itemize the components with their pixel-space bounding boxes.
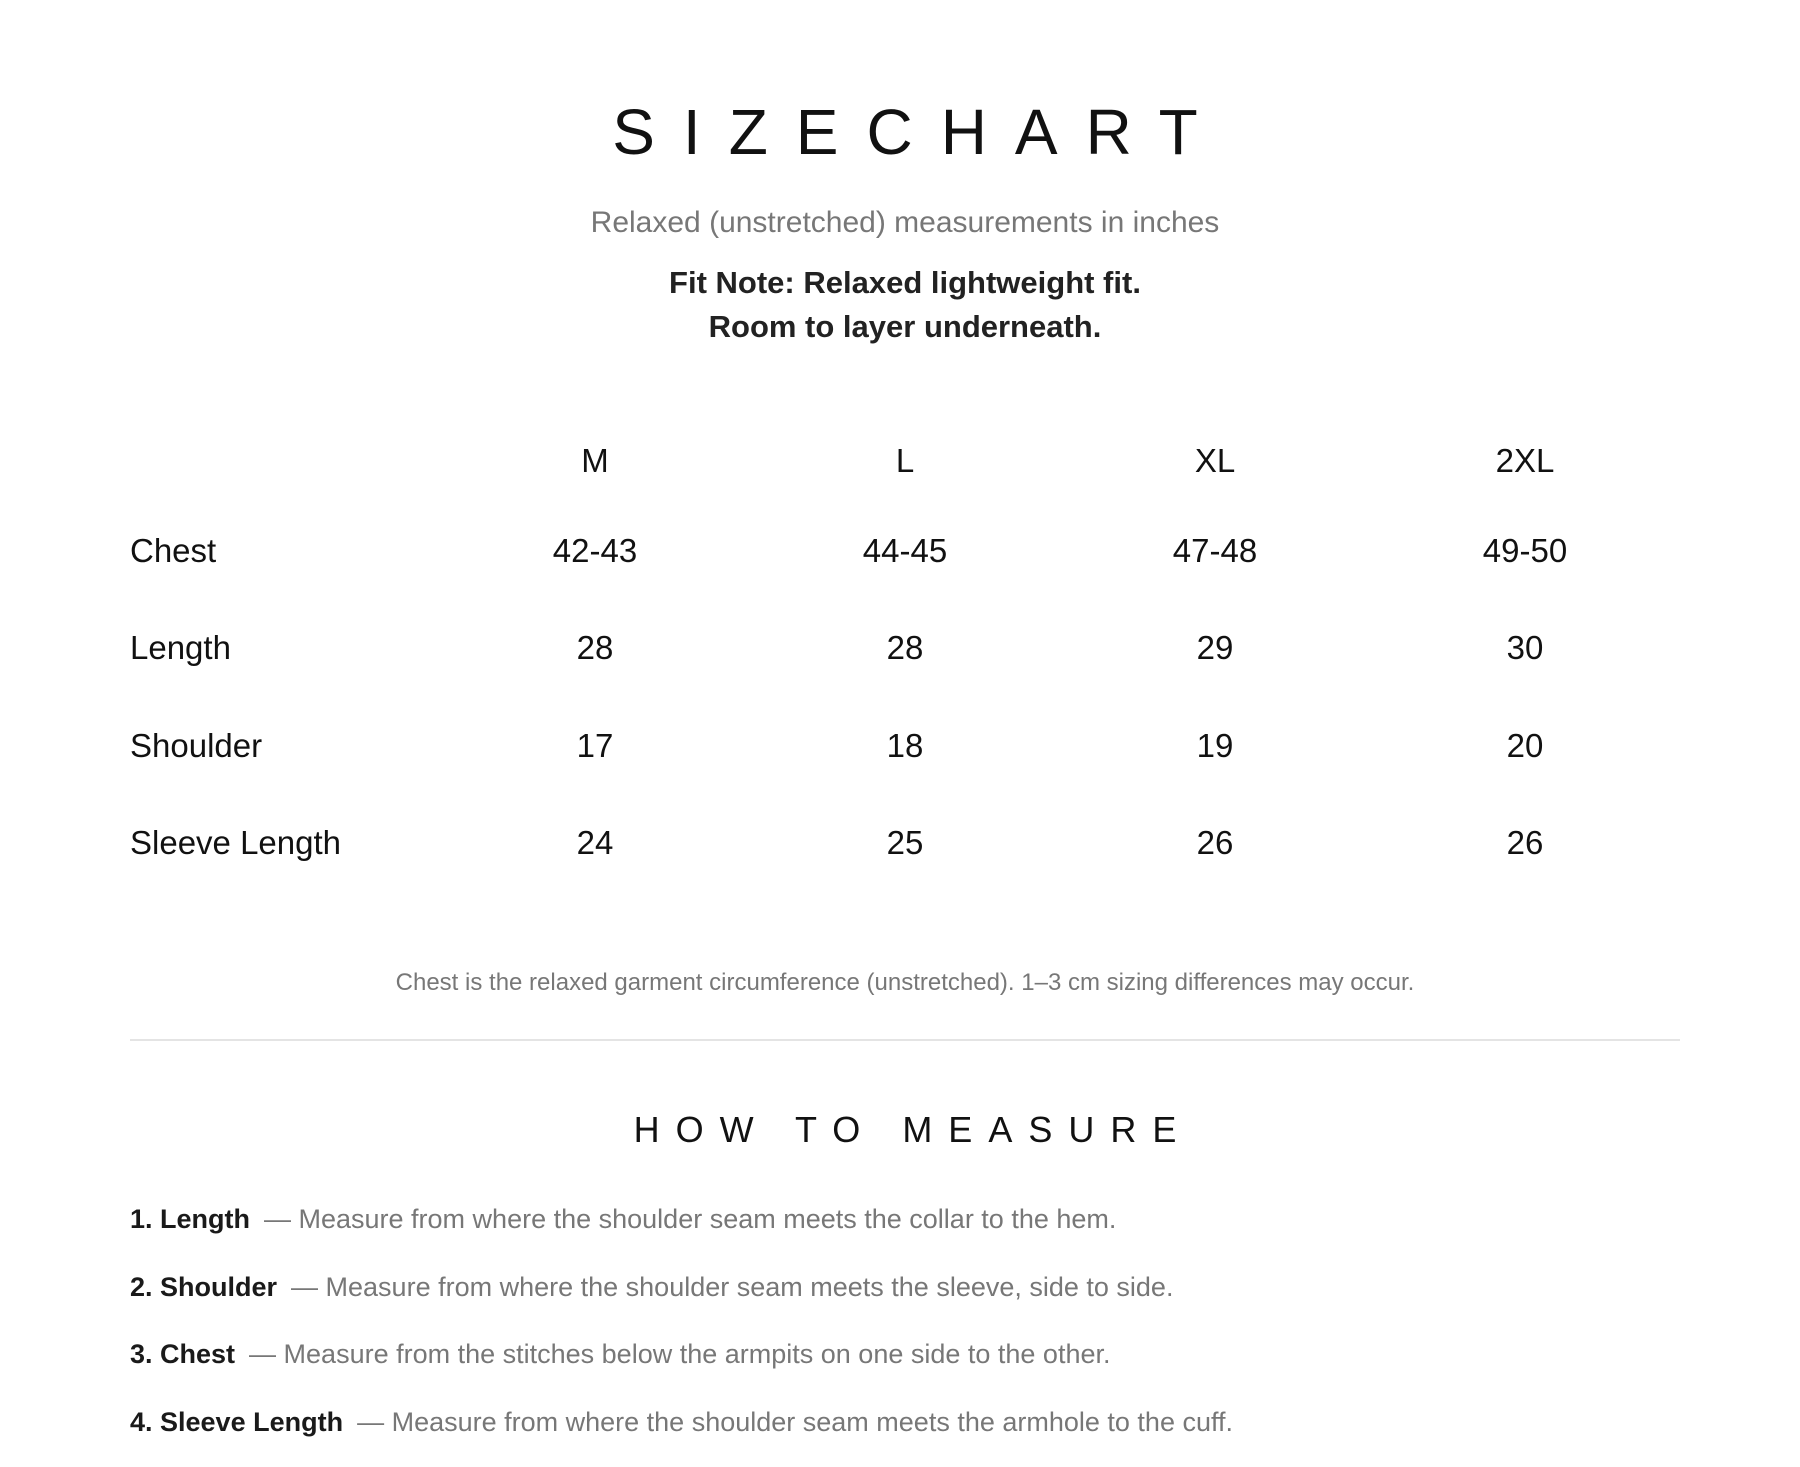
row-label: Chest <box>130 502 440 600</box>
step-description: — Measure from where the shoulder seam meets the armhole to the cuff. <box>357 1407 1233 1437</box>
table-cell: 26 <box>1370 795 1680 893</box>
list-item <box>130 1265 1680 1333</box>
list-item <box>130 1400 1680 1467</box>
table-cell: 25 <box>750 795 1060 893</box>
list-item <box>130 1197 1680 1265</box>
step-description: — Measure from the stitches below the armpits on one side to the other. <box>249 1339 1110 1369</box>
table-cell: 18 <box>750 697 1060 795</box>
measurement-subtitle: Relaxed (unstretched) measurements in inches <box>130 203 1680 243</box>
table-cell: 42-43 <box>440 502 750 600</box>
sizing-footnote: Chest is the relaxed garment circumference (unstretched). 1–3 cm sizing differences may occur. <box>130 965 1680 1001</box>
table-cell: 30 <box>1370 600 1680 698</box>
page-title: SIZECHART <box>130 94 1680 170</box>
step-name: 3. Chest <box>130 1339 235 1369</box>
table-cell: 24 <box>440 795 750 893</box>
section-divider <box>130 1039 1680 1041</box>
table-row-length <box>130 600 1680 698</box>
table-cell: 29 <box>1060 600 1370 698</box>
size-header-m: M <box>440 420 750 502</box>
list-item <box>130 1332 1680 1400</box>
fit-note <box>130 261 1680 349</box>
fit-note-line-2: Room to layer underneath. <box>130 305 1680 349</box>
table-cell: 28 <box>440 600 750 698</box>
size-header-2xl: 2XL <box>1370 420 1680 502</box>
table-cell: 47-48 <box>1060 502 1370 600</box>
table-cell: 19 <box>1060 697 1370 795</box>
table-row-shoulder <box>130 697 1680 795</box>
step-name: 2. Shoulder <box>130 1272 277 1302</box>
row-label: Length <box>130 600 440 698</box>
step-name: 1. Length <box>130 1204 250 1234</box>
table-cell: 49-50 <box>1370 502 1680 600</box>
table-cell: 26 <box>1060 795 1370 893</box>
size-header-xl: XL <box>1060 420 1370 502</box>
step-description: — Measure from where the shoulder seam meets the collar to the hem. <box>264 1204 1116 1234</box>
table-cell: 20 <box>1370 697 1680 795</box>
measure-steps-list <box>130 1197 1680 1467</box>
fit-note-line-1: Fit Note: Relaxed lightweight fit. <box>130 261 1680 305</box>
table-cell: 44-45 <box>750 502 1060 600</box>
header-corner-cell <box>130 420 440 502</box>
size-header-row <box>130 420 1680 502</box>
row-label: Shoulder <box>130 697 440 795</box>
row-label: Sleeve Length <box>130 795 440 893</box>
table-row-sleeve-length <box>130 795 1680 893</box>
table-cell: 17 <box>440 697 750 795</box>
step-name: 4. Sleeve Length <box>130 1407 343 1437</box>
table-row-chest <box>130 502 1680 600</box>
size-table <box>130 420 1680 892</box>
how-to-measure-title: HOW TO MEASURE <box>130 1108 1680 1152</box>
step-description: — Measure from where the shoulder seam meets the sleeve, side to side. <box>291 1272 1173 1302</box>
table-cell: 28 <box>750 600 1060 698</box>
size-header-l: L <box>750 420 1060 502</box>
